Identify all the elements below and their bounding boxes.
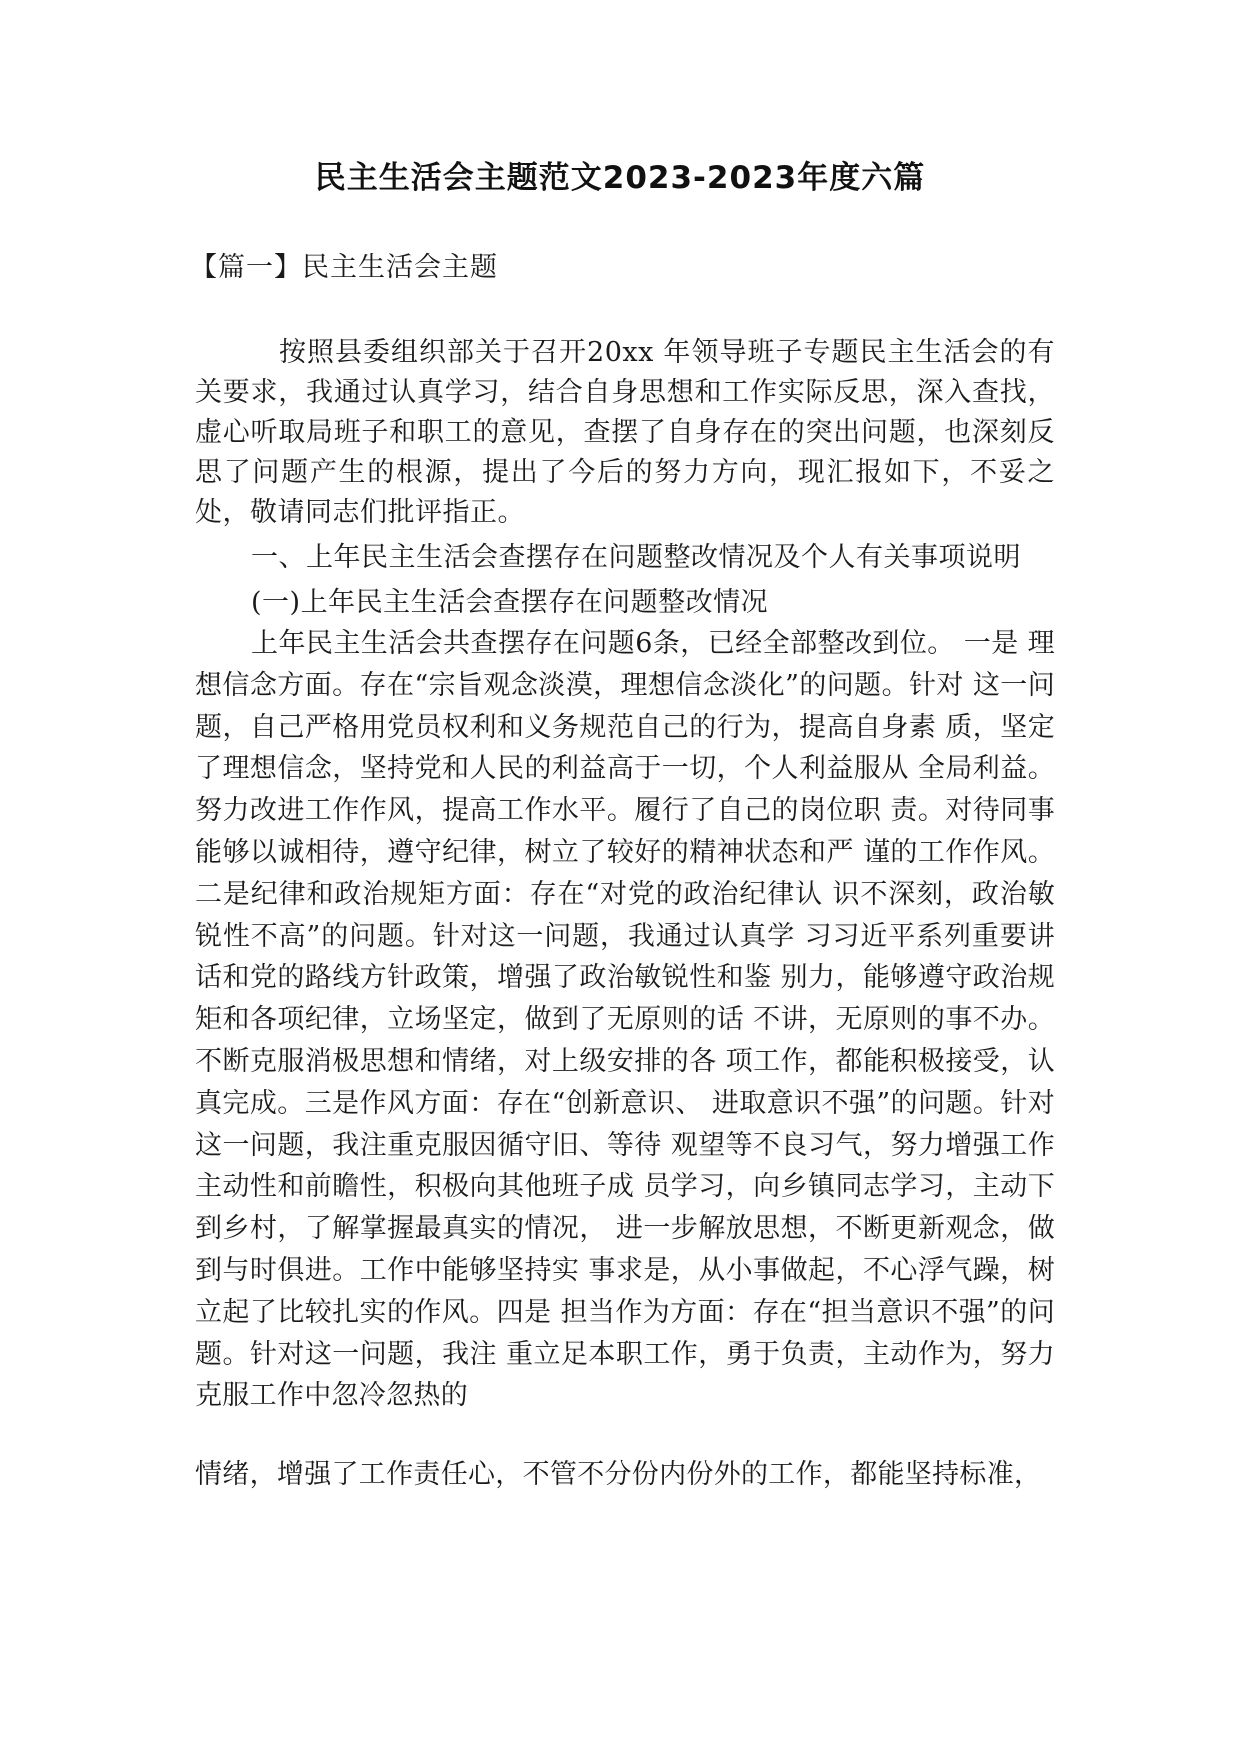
paragraph-last-line: 情绪，增强了工作责任心，不管不分份内份外的工作，都能坚持标准， <box>195 1459 1042 1490</box>
section-heading: 【篇一】民主生活会主题 <box>190 252 498 283</box>
main-paragraph: 上年民主生活会共查摆存在问题6条，已经全部整改到位。 一是 理想信念方面。存在“宗旨观念淡漠，理想信念淡化”的问题。针对 这一问题，自己严格用党员权利和义务规范自己的行为，提高自身素 质，坚定了理想信念，坚持党和人民的利益高于一切，个人利益服从 全局利益。努力改进工作作风，提高工作水平。履行了自己的岗位职 责。对待同事能够以诚相待，遵守纪律，树立了较好的精神状态和严 谨的工作作风。二是纪律和政治规矩方面：存在“对党的政治纪律认 识不深刻，政治敏锐性不高”的问题。针对这一问题，我通过认真学 习习近平系列重要讲话和党的路线方针政策，增强了政治敏锐性和鉴 别力，能够遵守政治规矩和各项纪律，立场坚定，做到了无原则的话 不讲，无原则的事不办。不断克服消极思想和情绪，对上级安排的各 项工作，都能积极接受，认真完成。三是作风方面：存在“创新意识、 进取意识不强”的问题。针对这一问题，我注重克服因循守旧、等待 观望等不良习气，努力增强工作主动性和前瞻性，积极向其他班子成 员学习，向乡镇同志学习，主动下到乡村，了解掌握最真实的情况， 进一步解放思想，不断更新观念，做到与时俱进。工作中能够坚持实 事求是，从小事做起，不心浮气躁，树立起了比较扎实的作风。四是 担当作为方面：存在“担当意识不强”的问题。针对这一问题，我注 重立足本职工作，勇于负责，主动作为，努力克服工作中忽冷忽热的 <box>195 628 1055 1412</box>
subheading-1: 一、上年民主生活会查摆存在问题整改情况及个人有关事项说明 <box>251 542 1021 573</box>
intro-paragraph: 按照县委组织部关于召开20xx 年领导班子专题民主生活会的有关要求，我通过认真学习，结合自身思想和工作实际反思，深入查找，虚心听取局班子和职工的意见，查摆了自身存在的突出问题，也深刻反思了问题产生的根源，提出了今后的努力方向，现汇报如下，不妥之处，敬请同志们批评指正。 <box>195 337 1055 528</box>
document-title: 民主生活会主题范文2023-2023年度六篇 <box>314 160 926 196</box>
subheading-2: (一)上年民主生活会查摆存在问题整改情况 <box>251 587 769 618</box>
